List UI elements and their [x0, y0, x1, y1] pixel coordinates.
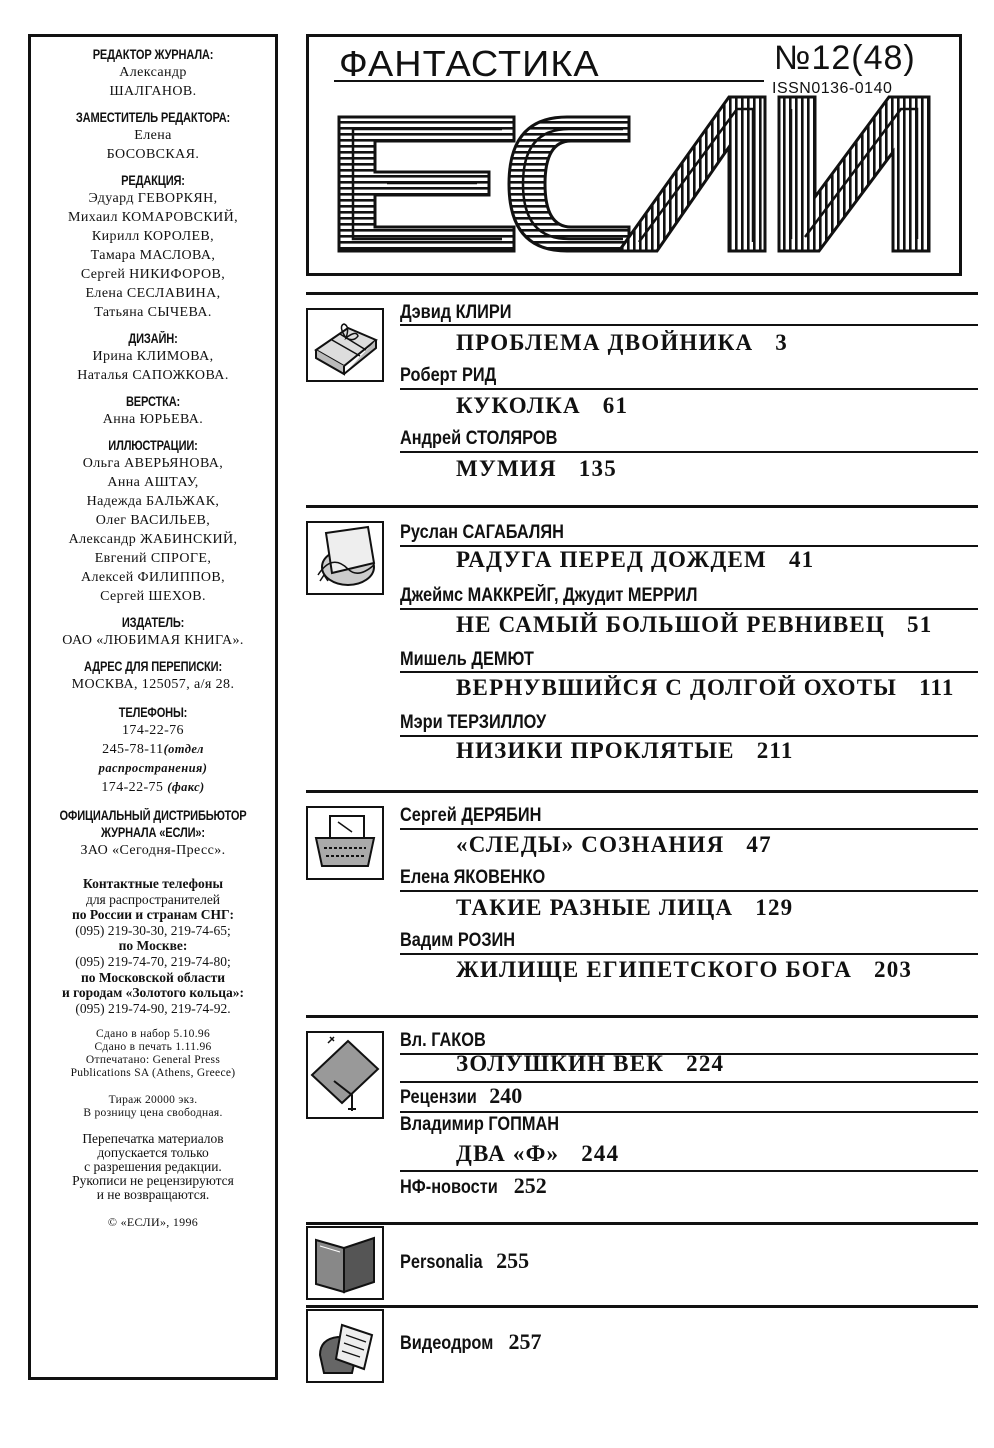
contacts-block [31, 876, 275, 1016]
masthead-line: Тамара МАСЛОВА, [90, 248, 216, 263]
masthead-line: МОСКВА, 125057, а/я 28. [71, 677, 235, 692]
masthead-line: Елена СЕСЛАВИНА, [85, 286, 221, 301]
toc-author: Джеймс МАККРЕЙГ, Джудит МЕРРИЛ [400, 585, 698, 606]
toc-page: 255 [496, 1248, 530, 1273]
toc-title: «СЛЕДЫ» СОЗНАНИЯ 47 [456, 832, 772, 857]
toc-section-2 [306, 505, 962, 775]
masthead-line: Кирилл КОРОЛЕВ, [91, 229, 215, 244]
info-line: Тираж 20000 экз. [108, 1094, 198, 1107]
letter-l [619, 97, 765, 251]
scroll-bottle-icon [306, 521, 384, 595]
distributor-section [31, 807, 275, 860]
toc-page: 240 [489, 1083, 523, 1108]
toc-section-4 [306, 1015, 962, 1215]
phones-section [31, 704, 275, 797]
logo-top-word: ФАНТАСТИКА [339, 43, 600, 84]
masthead-line: Сергей НИКИФОРОВ, [80, 267, 226, 282]
phone-2: 245-78-11 [102, 742, 164, 757]
info-line: Сдано в набор 5.10.96 [96, 1028, 210, 1041]
toc-title: ЗОЛУШКИН ВЕК 224 [456, 1051, 725, 1076]
masthead-section [31, 172, 275, 322]
masthead-line: Ирина КЛИМОВА, [92, 349, 214, 364]
toc-section-3 [306, 790, 962, 1000]
contact-line: (095) 219-74-70, 219-74-80; [75, 953, 231, 969]
masthead-line: Анна АШТАУ, [107, 475, 199, 490]
toc-personalia [306, 1222, 962, 1302]
toc-page: 244 [581, 1141, 620, 1166]
circulation-info [31, 1094, 275, 1120]
masthead-section [31, 437, 275, 606]
toc-author: Вадим РОЗИН [400, 930, 516, 951]
toc-author: Вл. ГАКОВ [400, 1030, 486, 1051]
toc-title: НЕ САМЫЙ БОЛЬШОЙ РЕВНИВЕЦ 51 [456, 612, 933, 637]
masthead-section [31, 109, 275, 164]
toc-page: 47 [746, 832, 772, 857]
reviews-entry: Рецензии 240 [400, 1083, 523, 1108]
phone-2-line [31, 740, 275, 759]
toc-title: КУКОЛКА 61 [456, 393, 629, 418]
toc-title: ТАКИЕ РАЗНЫЕ ЛИЦА 129 [456, 895, 794, 920]
masthead-line: Евгений СПРОГЕ, [94, 551, 212, 566]
contact-line: для распространителей [85, 891, 221, 907]
contact-line: и городам «Золотого кольца»: [61, 985, 245, 1001]
phone-2-note-cont: распространения) [98, 761, 208, 775]
masthead-line: Михаил КОМАРОВСКИЙ, [67, 210, 238, 225]
toc-page: 224 [686, 1051, 725, 1076]
toc-author: Мэри ТЕРЗИЛЛОУ [400, 712, 547, 733]
toc-section-1 [306, 292, 962, 492]
toc-title: МУМИЯ 135 [456, 456, 617, 481]
toc-author: Андрей СТОЛЯРОВ [400, 428, 558, 449]
contact-line: Контактные телефоны [82, 876, 224, 891]
masthead-line: Олег ВАСИЛЬЕВ, [95, 513, 211, 528]
masthead-heading: ИЗДАТЕЛЬ: [121, 615, 185, 630]
toc-page: 3 [775, 330, 788, 355]
phone-3: 174-22-75 [101, 780, 164, 795]
copyright: © «ЕСЛИ», 1996 [107, 1215, 199, 1230]
masthead-section [31, 614, 275, 650]
masthead-heading: РЕДАКЦИЯ: [121, 173, 185, 188]
masthead-line: Елена [134, 128, 172, 143]
masthead-line: Наталья САПОЖКОВА. [77, 368, 229, 383]
toc-page: 203 [874, 957, 913, 982]
personalia-entry: Personalia 255 [400, 1248, 530, 1273]
contact-line: по Москве: [118, 938, 188, 954]
info-line: допускается только [97, 1145, 209, 1161]
masthead-line: Александр [119, 65, 187, 80]
toc-author: Владимир ГОПМАН [400, 1114, 560, 1135]
masthead-line: Татьяна СЫЧЕВА. [94, 305, 212, 320]
info-line: Отпечатано: General Press [85, 1054, 221, 1067]
book-parcel-icon [306, 308, 384, 382]
masthead-section [31, 658, 275, 694]
magazine-logo [306, 34, 962, 276]
masthead-line: Анна ЮРЬЕВА. [102, 412, 204, 427]
toc-author: Мишель ДЕМЮТ [400, 649, 534, 670]
info-line: и не возвращаются. [96, 1187, 210, 1203]
toc-author: Роберт РИД [400, 365, 497, 386]
news-entry: НФ-новости 252 [400, 1173, 547, 1198]
masthead-heading: ЗАМЕСТИТЕЛЬ РЕДАКТОРА: [75, 110, 231, 125]
toc-title: ПРОБЛЕМА ДВОЙНИКА 3 [456, 330, 788, 355]
toc-page: 111 [919, 675, 955, 700]
toc-author: Руслан САГАБАЛЯН [400, 522, 564, 543]
masthead-line: БОСОВСКАЯ. [106, 147, 200, 162]
toc-page: 41 [788, 547, 815, 572]
mortarboard-icon [306, 1031, 384, 1119]
masthead-line: ШАЛГАНОВ. [109, 84, 197, 99]
toc-page: 129 [755, 895, 794, 920]
masthead-column [28, 34, 278, 1380]
toc-title: НИЗИКИ ПРОКЛЯТЫЕ 211 [456, 738, 794, 763]
issn-number: ISSN0136-0140 [772, 80, 893, 97]
masthead-line: ОАО «ЛЮБИМАЯ КНИГА». [62, 633, 244, 648]
info-line: Сдано в печать 1.11.96 [94, 1041, 212, 1054]
toc-page: 257 [508, 1329, 542, 1354]
letter-i [779, 97, 929, 251]
masthead-line: Ольга АВЕРЬЯНОВА, [82, 456, 224, 471]
toc-author: Сергей ДЕРЯБИН [400, 805, 542, 826]
masthead-heading: ВЕРСТКА: [125, 394, 181, 409]
info-line: Publications SA (Athens, Greece) [70, 1067, 236, 1080]
info-line: Перепечатка материалов [82, 1131, 224, 1147]
toc-page: 135 [578, 456, 617, 481]
contact-line: (095) 219-30-30, 219-74-65; [75, 922, 231, 938]
masthead-heading: ДИЗАЙН: [128, 331, 178, 346]
masthead-heading: РЕДАКТОР ЖУРНАЛА: [92, 47, 214, 62]
phones-heading: ТЕЛЕФОНЫ: [118, 705, 188, 720]
toc-title: ЖИЛИЩЕ ЕГИПЕТСКОГО БОГА 203 [456, 957, 913, 982]
masthead-line: Эдуард ГЕВОРКЯН, [88, 191, 218, 206]
masthead-section [31, 46, 275, 101]
masthead-line: Алексей ФИЛИППОВ, [80, 570, 226, 585]
contact-line: (095) 219-74-90, 219-74-92. [75, 1000, 231, 1016]
letter-s [509, 117, 629, 251]
info-line: В розницу цена свободная. [83, 1107, 223, 1120]
toc-videodrom [306, 1305, 962, 1385]
videodrom-entry: Видеодром 257 [400, 1329, 542, 1354]
info-line: с разрешения редакции. [84, 1159, 222, 1175]
typewriter-icon [306, 806, 384, 880]
masthead-line: Надежда БАЛЬЖАК, [86, 494, 220, 509]
toc-page: 252 [513, 1173, 547, 1198]
toc-title: ВЕРНУВШИЙСЯ С ДОЛГОЙ ОХОТЫ 111 [456, 675, 955, 700]
masthead-section [31, 393, 275, 429]
distributor-heading-2: ЖУРНАЛА «ЕСЛИ»: [101, 825, 205, 840]
toc-page: 61 [602, 393, 629, 418]
reprint-notice [31, 1132, 275, 1202]
masthead-sections [31, 46, 275, 694]
phone-3-note: (факс) [167, 780, 205, 794]
contact-line: по Московской области [80, 969, 226, 985]
masthead-heading: ИЛЛЮСТРАЦИИ: [108, 438, 198, 453]
phone-2-note: (отдел [163, 742, 204, 756]
toc-title: ДВА «Ф» 244 [456, 1141, 620, 1166]
print-info [31, 1028, 275, 1080]
open-book-icon [306, 1226, 384, 1300]
issue-number: №12(48) [774, 39, 916, 77]
letter-e [339, 117, 514, 251]
toc-author: Елена ЯКОВЕНКО [400, 867, 546, 888]
info-line: Рукописи не рецензируются [72, 1173, 234, 1189]
distributor-name: ЗАО «Сегодня-Пресс». [80, 843, 226, 858]
toc-author: Дэвид КЛИРИ [400, 302, 512, 323]
contact-line: по России и странам СНГ: [71, 907, 235, 923]
toc-page: 211 [756, 738, 794, 763]
masthead-heading: АДРЕС ДЛЯ ПЕРЕПИСКИ: [84, 659, 222, 674]
phone-1: 174-22-76 [122, 723, 184, 738]
film-reel-icon [306, 1309, 384, 1383]
masthead-line: Александр ЖАБИНСКИЙ, [68, 532, 238, 547]
distributor-heading-1: ОФИЦИАЛЬНЫЙ ДИСТРИБЬЮТОР [59, 808, 247, 823]
phone-3-line [31, 778, 275, 797]
masthead-section [31, 330, 275, 385]
toc-title: РАДУГА ПЕРЕД ДОЖДЕМ 41 [456, 547, 815, 572]
masthead-line: Сергей ШЕХОВ. [100, 589, 206, 604]
toc-page: 51 [907, 612, 933, 637]
